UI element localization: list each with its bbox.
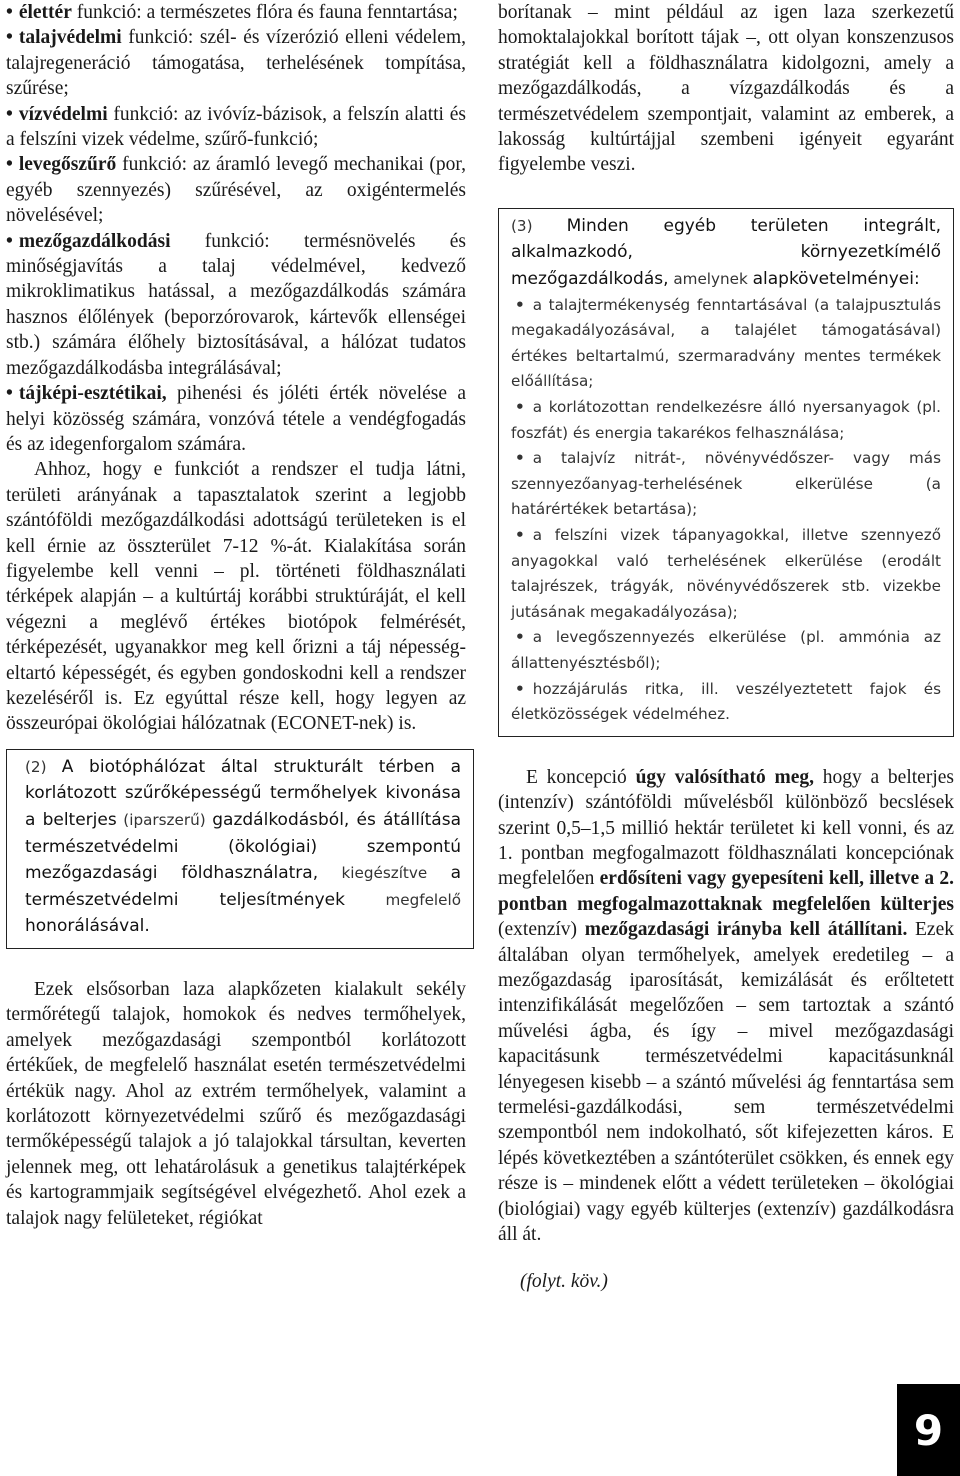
- function-text: pihenési és jóléti érték növelése a helyi közösség számára, vonzóvá tétele a vendégfogadás és az idegenforgalom számára.: [6, 383, 466, 455]
- function-list: [6, 0, 466, 457]
- continued-note: (folyt. köv.): [520, 1271, 608, 1293]
- right-column: [498, 0, 954, 1295]
- list-item: • a talajtermékenység fenntartásával (a talajpusztulás megakadályozásával, a talajélet támogatásával) értékes beltartalmú, szermaradvány mentes termékek előállítása;: [511, 295, 941, 391]
- callout-text: A biotóphálózat által strukturált térben a korlátozott szűrőképességű termőhelyek kivonása a belterjes: [25, 756, 461, 830]
- callout-heading: (3) Minden egyéb területen integrált, alkalmazkodó, környezetkímélő mezőgazdálkodás, amelynek alapkövetelményei:: [511, 215, 941, 290]
- function-text: funkció: szél- és vízerózió elleni védelem, talajregeneráció támogatása, terhelésének tompítása, szűrése;: [6, 27, 466, 100]
- page-number: 9: [897, 1384, 960, 1476]
- function-term: élettér: [18, 2, 72, 23]
- callout-text: (iparszerű): [116, 810, 213, 829]
- bullet-icon: •: [515, 525, 525, 544]
- bullet-icon: •: [6, 27, 13, 49]
- callout-text: a természetvédelmi teljesítmények: [25, 863, 462, 910]
- bullet-icon: •: [515, 628, 525, 647]
- list-item: • a talajvíz nitrát-, növényvédőszer- vagy más szennyezőanyag-terhelésének elkerülése (a határértékek betartása);: [511, 449, 941, 519]
- bullet-icon: •: [6, 154, 13, 176]
- callout-number: (2): [25, 757, 62, 776]
- function-term: tájképi-esztétikai,: [18, 383, 167, 405]
- bullet-icon: •: [6, 383, 13, 405]
- left-column: [6, 0, 466, 1231]
- bullet-icon: •: [6, 230, 13, 252]
- list-item: • a korlátozottan rendelkezésre álló nyersanyagok (pl. foszfát) és energia takarékos felhasználása;: [511, 398, 941, 442]
- body-paragraph: Ahhoz, hogy e funkciót a rendszer el tudja látni, területi arányának a tapasztalatok szerint a legjobb szántóföldi mezőgazdálkodási adottságú területeken is el kell érnie az összterület 7-12 %-át. Kialakítása során figyelembe kell venni – pl. történeti földhasználati térképek alapján – a kultúrtáj korábbi struktúráját, el kell végezni a meglévő értékes biotópok felmérését, térképezését, ugyanakkor meg kell őrizni a táj népesség-eltartó képességét, és egyben gondoskodni kell a rendszer kezeléséről is. Ez egyúttal része kell, hogy legyen az összeurópai ökológiai hálózatnak (ECONET-nek) is.: [6, 459, 466, 735]
- list-item: • a levegőszennyezés elkerülése (pl. ammónia az állattenyésztésből);: [511, 628, 941, 672]
- list-item: [6, 152, 466, 228]
- callout-text: megfelelő: [344, 890, 461, 909]
- bullet-icon: •: [6, 2, 13, 23]
- list-item: [6, 229, 466, 381]
- function-term: talajvédelmi: [18, 27, 122, 49]
- body-paragraph: borítanak – mint például az igen laza szerkezetű homoktalajokkal borított tájak –, ott olyan konszenzusos stratégiát kell a földhasználatra kidolgozni, amely a mezőgazdálkodás, a vízgazdálkodás és a természetvédelem szempontjait, valamint az emberek, a lakosság kultúrtájjal szembeni igényeit egyaránt figyelembe veszi.: [498, 2, 954, 176]
- body-paragraph: E koncepció úgy valósítható meg, hogy a belterjes (intenzív) szántóföldi művelésből különböző becslések szerint 0,5–1,5 millió hektár területet ki kell vonni, és az 1. pontban megfogalmazott földhasználati koncepciónak megfelelően erdősíteni vagy gyepesíteni kell, illetve a 2. pontban megfogalmazottaknak megfelelően külterjes (extenzív) mezőgazdasági irányba kell átállítani. Ezek általában olyan termőhelyek, amelyek eredetileg – a mezőgazdaság iparosítását, kemizálását és erőltetett intenzifikálását megelőzően – sem tartoztak a szántó művelési ágba, és így – mivel mezőgazdasági kapacitásunk természetvédelmi kapacitásunknál lényegesen kisebb – a szántó művelési ág fenntartása sem termelési-gazdálkodási, sem természetvédelmi szempontból nem indokolható, sőt kifejezetten káros. E lépés következtében a szántóterület csökken, és ennek egy része is – mindenek előtt a védett területeken – ökológiai (biológiai) vagy egyéb külterjes (extenzív) gazdálkodásra áll át.: [498, 766, 954, 1246]
- callout-box-2: [6, 749, 474, 949]
- function-text: funkció: a természetes flóra és fauna fenntartása;: [71, 2, 458, 23]
- function-term: mezőgazdálkodási: [18, 230, 171, 252]
- list-item: [6, 0, 466, 25]
- callout-text: honorálásával.: [25, 916, 150, 937]
- function-term: vízvédelmi: [18, 103, 108, 125]
- list-item: • hozzájárulás ritka, ill. veszélyeztetett fajok és életközösségek védelméhez.: [511, 679, 941, 724]
- callout-box-3: [498, 208, 954, 737]
- list-item: [6, 102, 466, 153]
- bullet-icon: •: [515, 398, 525, 416]
- callout-text: gazdálkodásból, és átállítása természetvédelmi (ökológiai) szempontú mezőgazdasági földhasználatra,: [25, 809, 462, 884]
- bullet-icon: •: [515, 295, 525, 314]
- list-item: [6, 25, 466, 101]
- callout-text: kiegészítve: [318, 864, 451, 883]
- function-text: funkció: termésnövelés és minőségjavítás a talaj védelmével, kedvező mikroklimatikus hatással, a mezőgazdálkodás számára hasznos élőlények (beporzórovarok, kártevők ellenségei stb.) számára élőhely biztosításával, a hálózat tudatos mezőgazdálkodásba integrálásával;: [6, 230, 466, 379]
- body-paragraph: Ezek elsősorban laza alapkőzeten kialakult sekély termőrétegű talajok, homokok és nedves termőhelyek, amelyek mezőgazdasági szempontból korlátozott értékűek, de megfelelő használat esetén természetvédelmi értékük nagy. Ahol az extrém termőhelyek, valamint a korlátozott környezetvédelmi szűrő és mezőgazdasági termőképességű talajok a jó talajokkal társultan, keverten jelennek meg, ott lehatárolásuk a genetikus talajtérképek és kartogrammjaik segítségével elvégezhető. Ahol ezek a talajok nagy felületeket, régiókat: [6, 978, 466, 1229]
- bullet-icon: •: [515, 449, 525, 468]
- list-item: [6, 381, 466, 457]
- function-term: levegőszűrő: [18, 154, 117, 176]
- callout-number: (3): [511, 216, 567, 235]
- list-item: • a felszíni vizek tápanyagokkal, illetve szennyező anyagokkal való terhelésének elkerülése (erodált talajrészek, trágyák, növényvédőszerek stb. vizekbe jutásának megakadályozása);: [511, 525, 941, 621]
- function-text: funkció: az áramló levegő mechanikai (por, egyéb szennyezés) szűrésével, az oxigéntermelés növelésével;: [6, 154, 466, 227]
- function-text: funkció: az ivóvíz-bázisok, a felszín alatti és a felszíni vizek védelme, szűrő-funkció;: [6, 103, 466, 151]
- bullet-icon: •: [515, 679, 525, 698]
- bullet-icon: •: [6, 103, 13, 125]
